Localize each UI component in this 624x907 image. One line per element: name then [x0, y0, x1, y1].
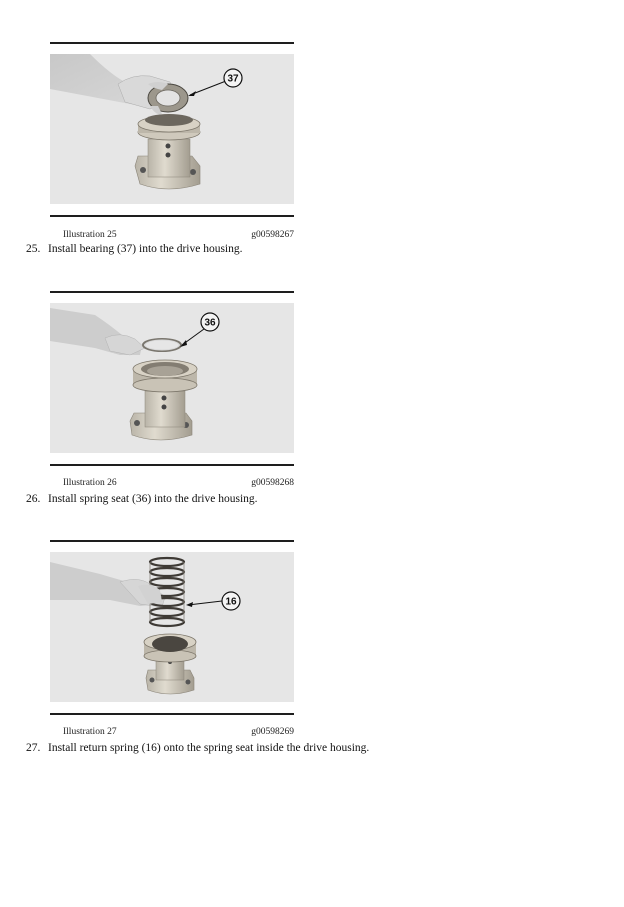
step-26	[26, 492, 258, 506]
graphic-id: g00598268	[251, 478, 294, 488]
step-number: 27.	[26, 742, 41, 754]
figure-top-rule	[50, 291, 294, 293]
step-25	[26, 242, 243, 256]
step-number: 26.	[26, 493, 41, 505]
illustration-label: Illustration 26	[63, 478, 117, 488]
svg-text:37: 37	[227, 73, 239, 85]
step-text: Install bearing (37) into the drive housing.	[48, 243, 243, 255]
callout-36	[201, 313, 219, 331]
figure-bottom-rule	[50, 713, 294, 715]
graphic-id: g00598269	[251, 727, 294, 737]
graphic-id: g00598267	[251, 230, 294, 240]
figure-top-rule	[50, 540, 294, 542]
spring-seat-photo-illustration	[50, 303, 294, 453]
step-number: 25.	[26, 243, 41, 255]
return-spring-photo-illustration	[50, 552, 294, 702]
svg-text:16: 16	[225, 596, 237, 608]
figure-top-rule	[50, 42, 294, 44]
step-27	[26, 741, 369, 755]
illustration-label: Illustration 27	[63, 727, 117, 737]
illustration-label: Illustration 25	[63, 230, 117, 240]
figure-bottom-rule	[50, 464, 294, 466]
step-text: Install spring seat (36) into the drive housing.	[48, 493, 258, 505]
callout-16	[222, 592, 240, 610]
callout-37	[224, 69, 242, 87]
photo-spring-seat-install	[50, 303, 294, 453]
photo-return-spring-install	[50, 552, 294, 702]
step-text: Install return spring (16) onto the spring seat inside the drive housing.	[48, 742, 370, 754]
figure-bottom-rule	[50, 215, 294, 217]
photo-bearing-install	[50, 54, 294, 204]
bearing-photo-illustration	[50, 54, 294, 204]
svg-text:36: 36	[204, 317, 216, 329]
